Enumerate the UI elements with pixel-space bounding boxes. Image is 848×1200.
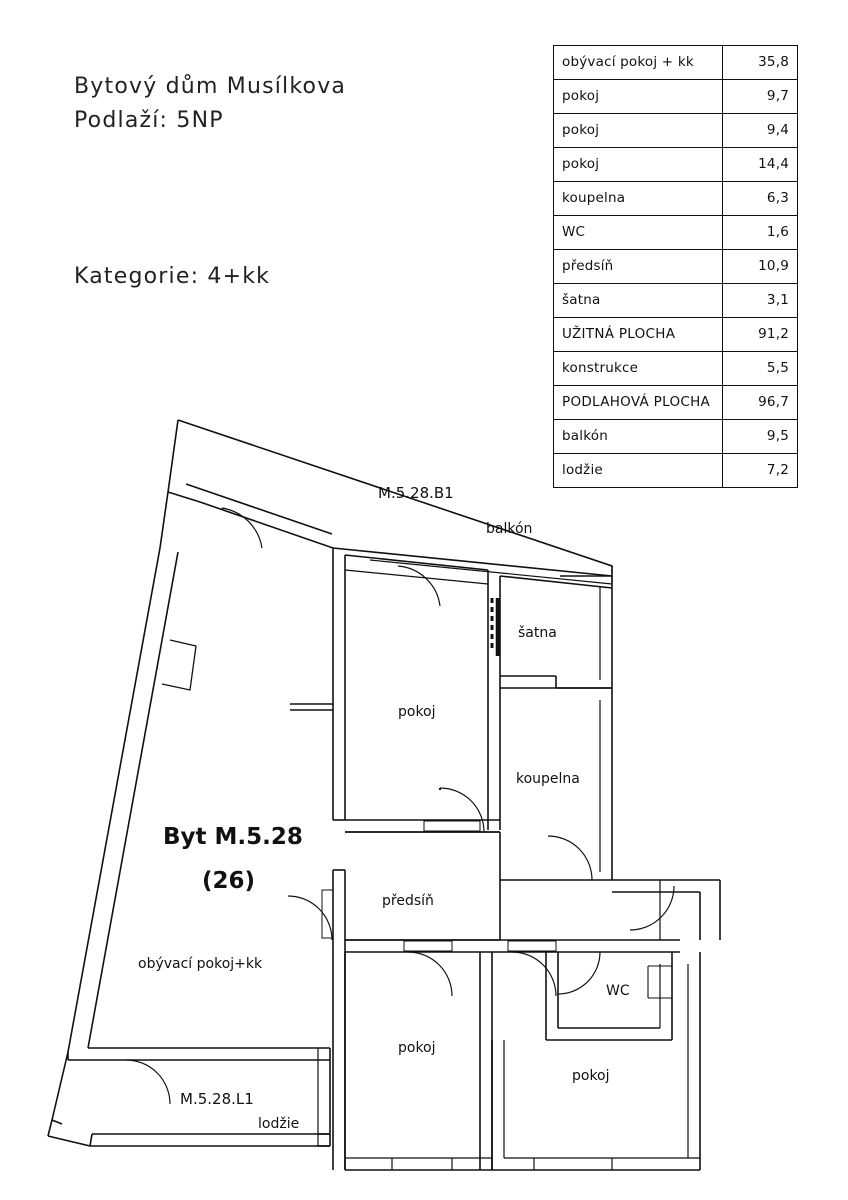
area-label: WC bbox=[554, 216, 723, 250]
room-bottom-left-label: pokoj bbox=[398, 1040, 436, 1056]
area-value: 9,4 bbox=[723, 114, 798, 148]
table-row bbox=[554, 250, 798, 284]
area-value: 14,4 bbox=[723, 148, 798, 182]
area-label: šatna bbox=[554, 284, 723, 318]
loggia-label: lodžie bbox=[258, 1116, 300, 1132]
loggia-code-label: M.5.28.L1 bbox=[180, 1090, 254, 1108]
building-title: Bytový dům Musílkova bbox=[74, 74, 347, 99]
area-value: 6,3 bbox=[723, 182, 798, 216]
area-value: 35,8 bbox=[723, 46, 798, 80]
plan-header bbox=[74, 74, 514, 133]
room-top-label: pokoj bbox=[398, 704, 436, 720]
area-label: lodžie bbox=[554, 454, 723, 488]
hall-label: předsíň bbox=[382, 893, 434, 909]
table-row bbox=[554, 284, 798, 318]
area-value: 7,2 bbox=[723, 454, 798, 488]
floor-label: Podlaží: 5NP bbox=[74, 108, 224, 133]
area-value: 96,7 bbox=[723, 386, 798, 420]
table-row bbox=[554, 216, 798, 250]
wc-label: WC bbox=[606, 983, 630, 999]
living-room-label: obývací pokoj+kk bbox=[138, 956, 263, 972]
bathroom-label: koupelna bbox=[516, 771, 580, 787]
table-row bbox=[554, 114, 798, 148]
table-row-total bbox=[554, 318, 798, 352]
area-value: 91,2 bbox=[723, 318, 798, 352]
area-label: konstrukce bbox=[554, 352, 723, 386]
floorplan-drawing bbox=[0, 380, 848, 1200]
area-label: PODLAHOVÁ PLOCHA bbox=[554, 386, 723, 420]
area-value: 9,7 bbox=[723, 80, 798, 114]
area-value: 1,6 bbox=[723, 216, 798, 250]
area-value: 5,5 bbox=[723, 352, 798, 386]
area-label: obývací pokoj + kk bbox=[554, 46, 723, 80]
area-label: pokoj bbox=[554, 114, 723, 148]
table-row bbox=[554, 148, 798, 182]
category-label: Kategorie: 4+kk bbox=[74, 264, 271, 289]
unit-label-main: Byt M.5.28 bbox=[163, 824, 303, 850]
area-label: koupelna bbox=[554, 182, 723, 216]
area-label: balkón bbox=[554, 420, 723, 454]
area-value: 9,5 bbox=[723, 420, 798, 454]
area-value: 10,9 bbox=[723, 250, 798, 284]
unit-label-sub: (26) bbox=[202, 868, 256, 894]
area-label: pokoj bbox=[554, 148, 723, 182]
table-row bbox=[554, 46, 798, 80]
balcony-label: balkón bbox=[486, 521, 533, 537]
room-bottom-right-label: pokoj bbox=[572, 1068, 610, 1084]
area-label: pokoj bbox=[554, 80, 723, 114]
table-row bbox=[554, 182, 798, 216]
balcony-code-label: M.5.28.B1 bbox=[378, 484, 454, 502]
area-label: předsíň bbox=[554, 250, 723, 284]
wardrobe-label: šatna bbox=[518, 625, 557, 641]
table-row bbox=[554, 80, 798, 114]
area-value: 3,1 bbox=[723, 284, 798, 318]
area-label: UŽITNÁ PLOCHA bbox=[554, 318, 723, 352]
